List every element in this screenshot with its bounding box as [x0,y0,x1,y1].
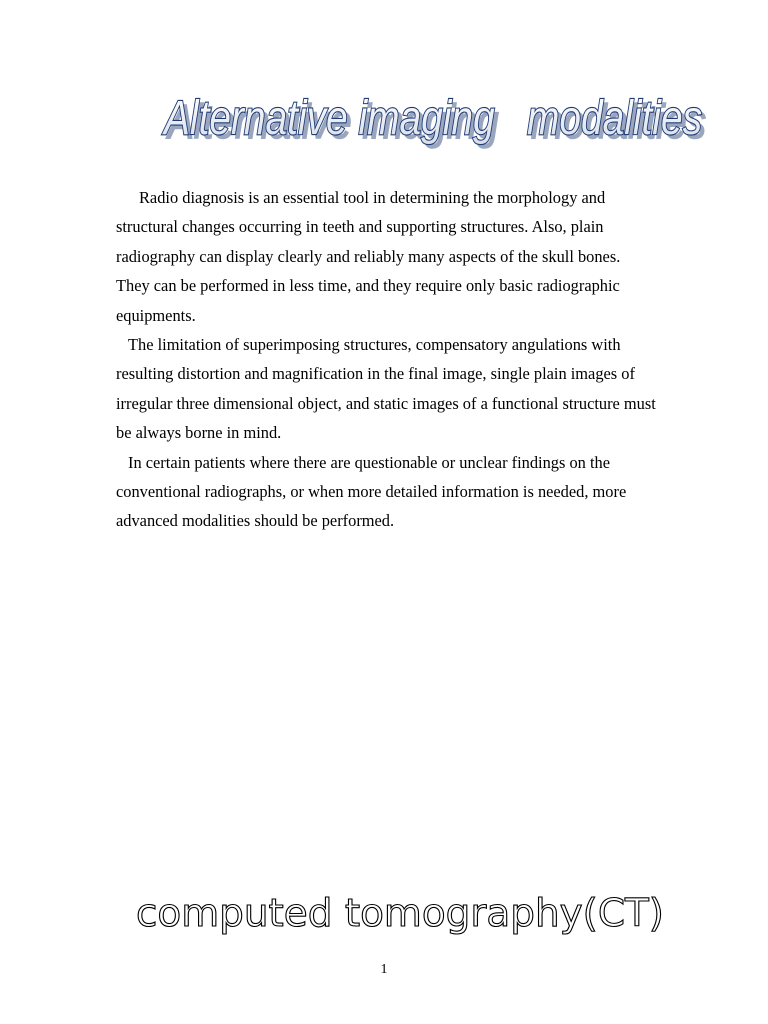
paragraph-1: Radio diagnosis is an essential tool in determining the morphology and structural changes occurring in teeth and supporting structures. Also, plain radiography can display clearly and reliably many aspects of the skull bones. They can be performed in less time, and they require only basic radiographic equipments. [116,188,621,325]
paragraph-2: The limitation of superimposing structures, compensatory angulations with resulting distortion and magnification in the final image, single plain images of irregular three dimensional object, and static images of a functional structure must be always borne in mind. [116,335,656,443]
section-heading [100,878,700,948]
title-shadow-text: Alternative imaging modalities [165,96,706,149]
paragraph-3: In certain patients where there are questionable or unclear findings on the conventional radiographs, or when more detailed information is needed, more advanced modalities should be performed. [116,452,627,531]
section-heading-graphic [100,878,700,948]
title-main-text: Alternative imaging modalities [161,92,702,145]
wordart-title [160,80,712,160]
body-text [116,183,656,536]
section-heading-text: computed tomography(CT) [136,891,664,935]
wordart-title-graphic [160,80,712,160]
page-number: 1 [380,962,388,977]
